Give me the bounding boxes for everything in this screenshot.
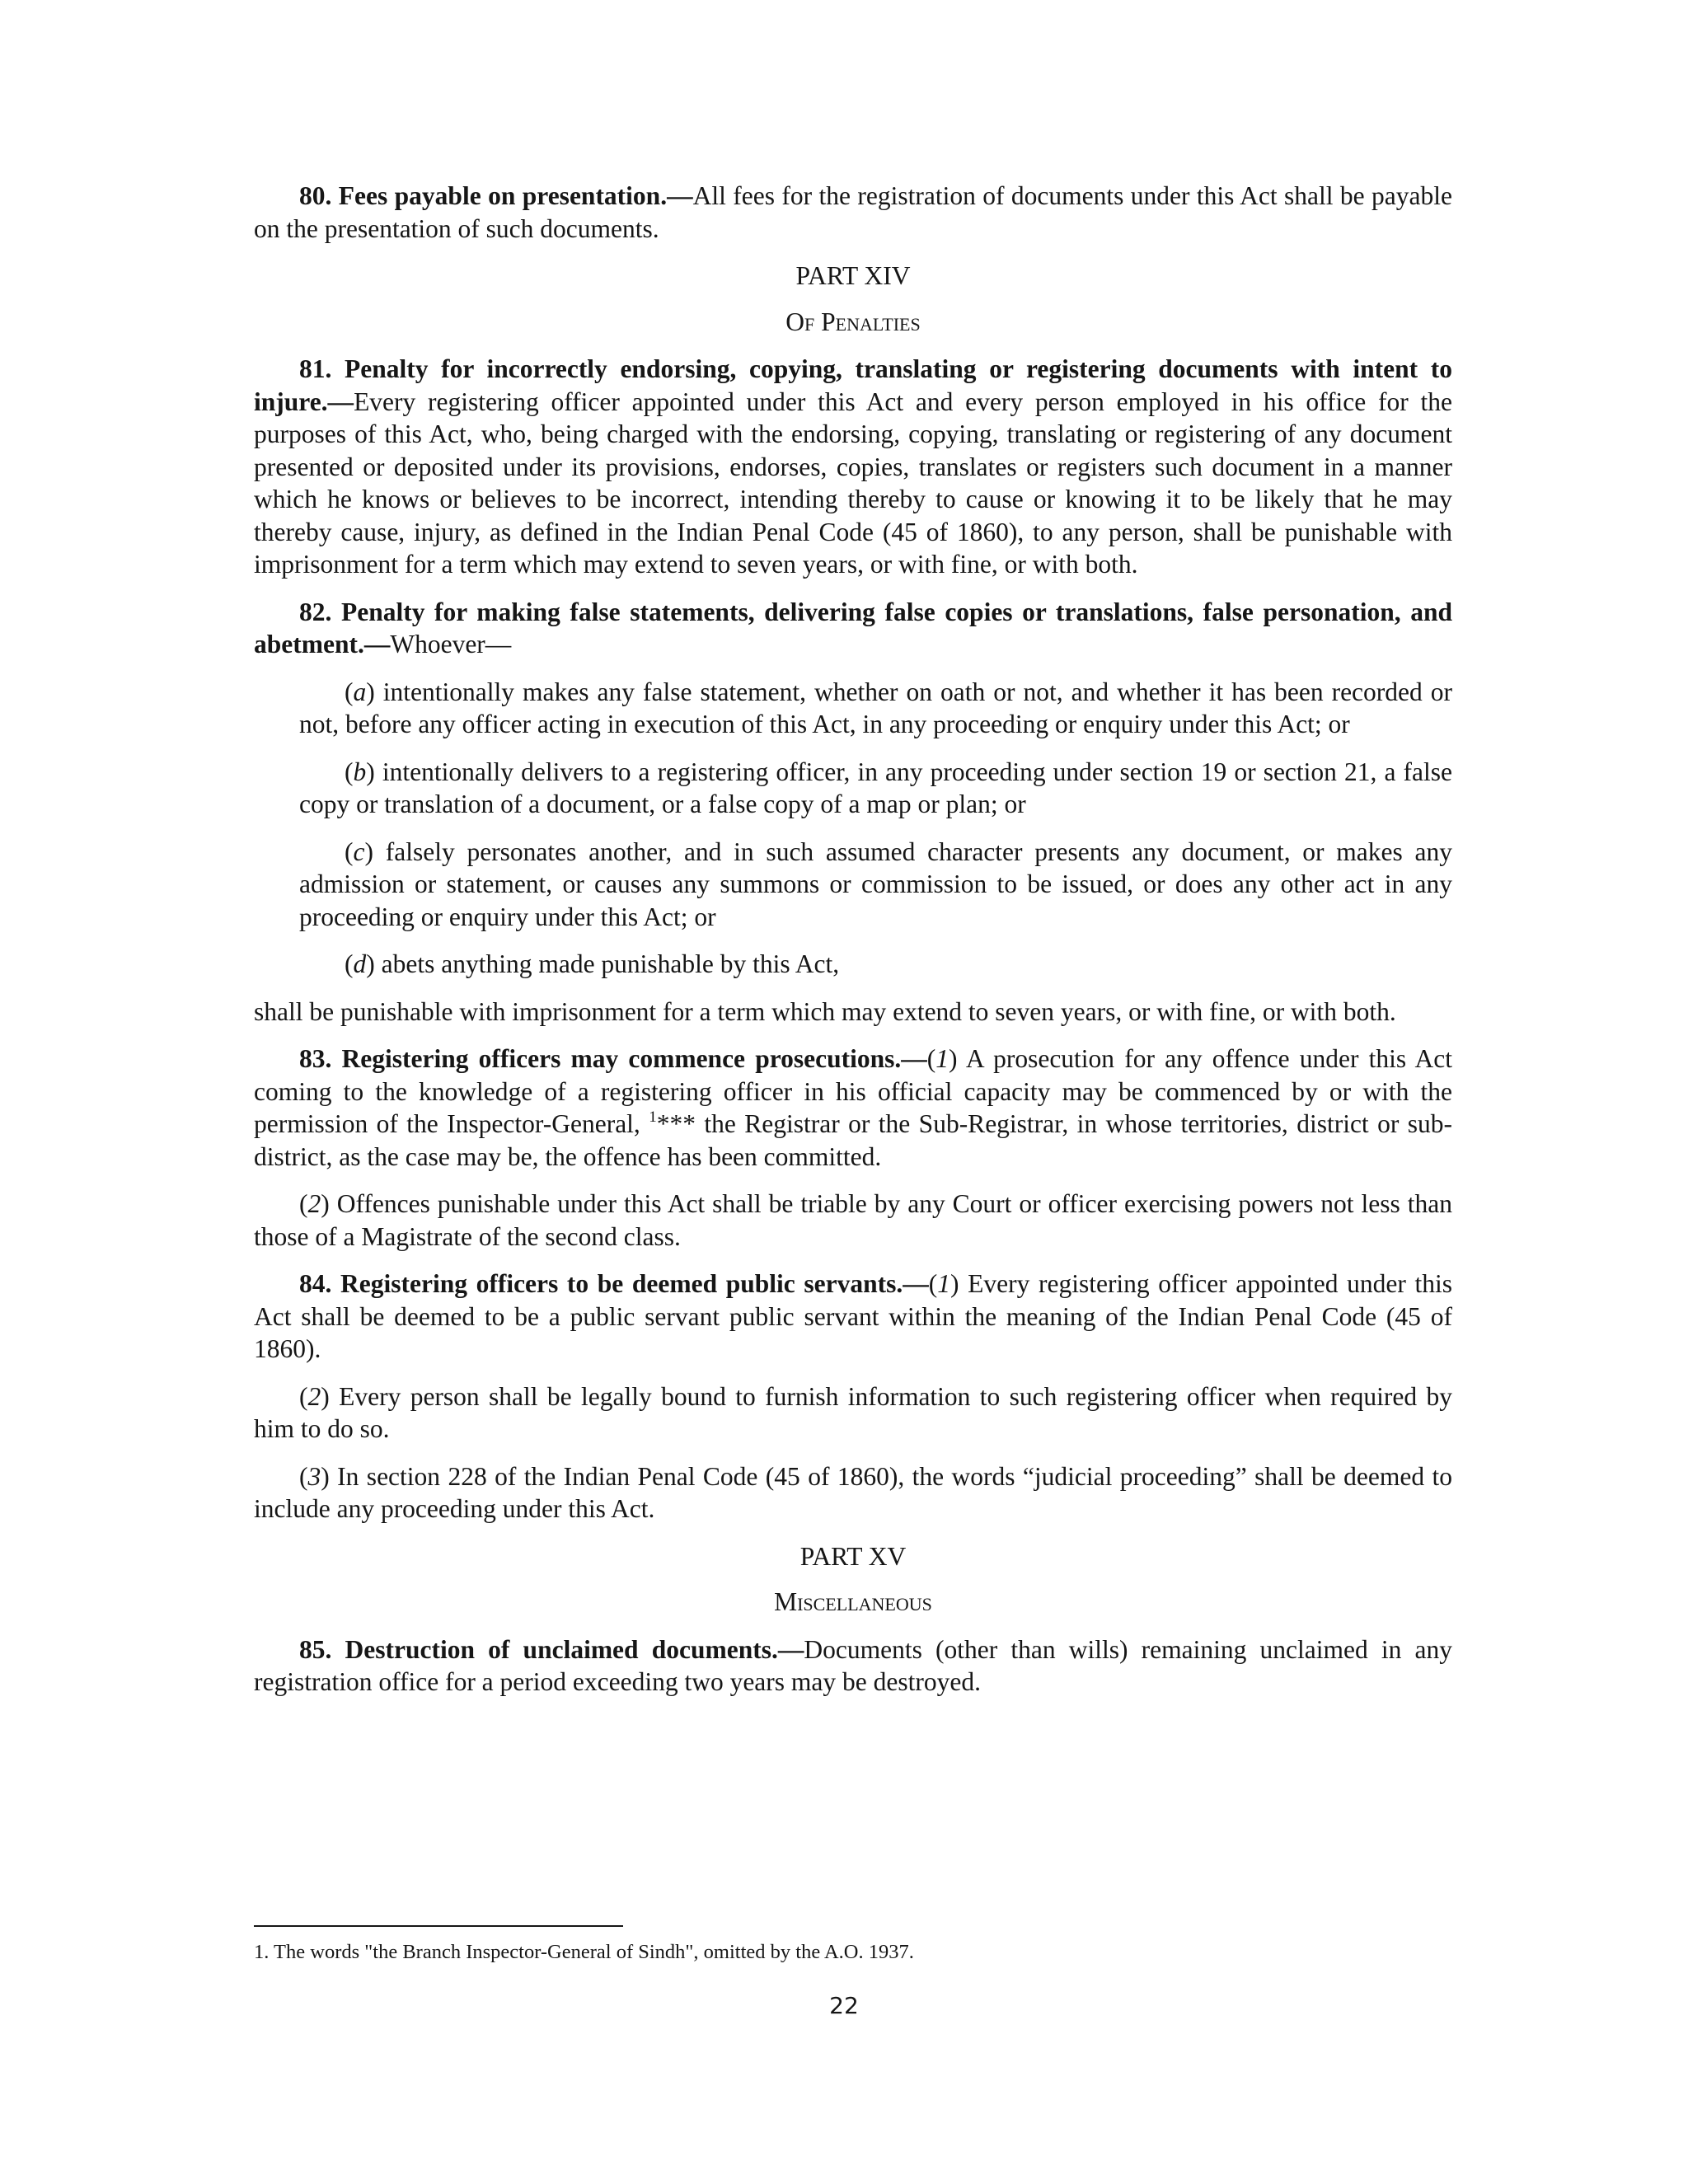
clause-close-paren: )	[366, 949, 375, 978]
section-83-subsection-2	[254, 1188, 1452, 1253]
clause-close-paren: )	[366, 757, 375, 786]
clause-text: falsely personates another, and in such assumed character presents any document, or makes any admission or statement, or causes any summons or commission to be issued, or does any other act in any proceeding or enquiry under this Act; or	[299, 837, 1452, 931]
subsection-open-paren: (	[299, 1189, 308, 1218]
section-82-clause-d	[299, 948, 1452, 981]
section-82-clause-a	[299, 676, 1452, 741]
clause-label: d	[353, 949, 367, 978]
section-83	[254, 1043, 1452, 1173]
clause-open-paren: (	[345, 837, 354, 866]
section-84	[254, 1268, 1452, 1366]
part-xiv-subtitle: Of Penalties	[785, 307, 921, 336]
clause-text: abets anything made punishable by this Act,	[374, 949, 840, 978]
clause-label: a	[353, 677, 367, 706]
section-83-text-b: *** the Registrar or the Sub-Registrar, in whose territories, district or sub-district, as the case may be, the offence has been committed.	[254, 1109, 1452, 1171]
part-xv-title: PART XV	[799, 1541, 907, 1571]
subsection-label: 1	[935, 1044, 950, 1073]
subsection-text: Every person shall be legally bound to furnish information to such registering officer when required by him to do so.	[254, 1381, 1452, 1443]
subsection-open-paren: (	[928, 1269, 938, 1298]
section-83-heading: 83. Registering officers may commence prosecutions.—	[299, 1044, 927, 1073]
section-82-clause-c	[299, 836, 1452, 934]
section-80-heading: 80. Fees payable on presentation.—	[299, 181, 693, 210]
footnote-text: 1. The words "the Branch Inspector-General of Sindh", omitted by the A.O. 1937.	[254, 1941, 914, 1963]
footnote-reference[interactable]: 1	[649, 1108, 657, 1126]
section-81	[254, 353, 1452, 581]
subsection-close-paren: )	[950, 1269, 959, 1298]
clause-open-paren: (	[345, 757, 354, 786]
section-85-heading: 85. Destruction of unclaimed documents.—	[299, 1634, 804, 1664]
section-82-heading: 82. Penalty for making false statements, delivering false copies or translations, false personation, and abetment.—	[254, 597, 1452, 658]
subsection-label: 3	[307, 1461, 321, 1491]
section-84-subsection-2	[254, 1380, 1452, 1446]
clause-open-paren: (	[345, 949, 354, 978]
subsection-text: In section 228 of the Indian Penal Code (45 of 1860), the words “judicial proceeding” shall be deemed to include any proceeding under this Act.	[254, 1461, 1452, 1523]
section-82-text: Whoever—	[390, 630, 512, 658]
page-number: 22	[829, 1992, 859, 2019]
clause-text: intentionally delivers to a registering officer, in any proceeding under section 19 or section 21, a false copy or translation of a document, or a false copy of a map or plan; or	[299, 757, 1452, 818]
subsection-label: 2	[307, 1381, 321, 1411]
subsection-open-paren: (	[926, 1044, 936, 1073]
subsection-open-paren: (	[299, 1381, 308, 1411]
page-body	[254, 180, 1452, 1713]
subsection-close-paren: )	[321, 1381, 330, 1411]
section-82-closing: shall be punishable with imprisonment for a term which may extend to seven years, or with fine, or with both.	[254, 996, 1396, 1026]
section-82	[254, 596, 1452, 661]
section-84-subsection-3	[254, 1460, 1452, 1526]
subsection-close-paren: )	[321, 1189, 330, 1218]
part-xv-subtitle: Miscellaneous	[774, 1587, 932, 1616]
footnote-divider	[254, 1925, 623, 1927]
section-84-heading: 84. Registering officers to be deemed public servants.—	[299, 1269, 929, 1298]
subsection-label: 2	[307, 1189, 321, 1218]
section-82-clause-b	[299, 756, 1452, 821]
clause-close-paren: )	[366, 677, 375, 706]
subsection-text: Offences punishable under this Act shall be triable by any Court or officer exercising powers not less than those of a Magistrate of the second class.	[254, 1189, 1452, 1251]
part-xiv-title: PART XIV	[795, 261, 911, 290]
clause-label: b	[353, 757, 367, 786]
clause-open-paren: (	[345, 677, 354, 706]
subsection-text: Every registering officer appointed under this Act shall be deemed to be a public servant public servant within the meaning of the Indian Penal Code (45 of 1860).	[254, 1269, 1452, 1363]
subsection-open-paren: (	[299, 1461, 308, 1491]
subsection-close-paren: )	[949, 1044, 958, 1073]
subsection-close-paren: )	[321, 1461, 330, 1491]
section-83-text-a: A prosecution for any offence under this Act coming to the knowledge of a registering officer in his official capacity may be commenced by or with the permission of the Inspector-General,	[254, 1044, 1453, 1138]
section-85	[254, 1633, 1452, 1699]
clause-close-paren: )	[364, 837, 373, 866]
section-80	[254, 180, 1452, 245]
clause-text: intentionally makes any false statement, whether on oath or not, and whether it has been recorded or not, before any officer acting in execution of this Act, in any proceeding or enquiry under this Act; or	[299, 677, 1452, 738]
section-85-text: Documents (other than wills) remaining unclaimed in any registration office for a period exceeding two years may be destroyed.	[254, 1634, 1453, 1696]
clause-label: c	[353, 837, 365, 866]
subsection-label: 1	[937, 1269, 951, 1298]
section-81-heading: 81. Penalty for incorrectly endorsing, copying, translating or registering documents with intent to injure.—	[254, 354, 1452, 416]
section-81-text: Every registering officer appointed under this Act and every person employed in his office for the purposes of this Act, who, being charged with the endorsing, copying, translating or registering of any document presented or deposited under its provisions, endorses, copies, translates or registers such document in a manner which he knows or believes to be incorrect, intending thereby to cause or knowing it to be likely that he may thereby cause, injury, as defined in the Indian Penal Code (45 of 1860), to any person, shall be punishable with imprisonment for a term which may extend to seven years, or with fine, or with both.	[254, 387, 1452, 579]
section-80-text: All fees for the registration of documents under this Act shall be payable on the presentation of such documents.	[254, 181, 1452, 243]
